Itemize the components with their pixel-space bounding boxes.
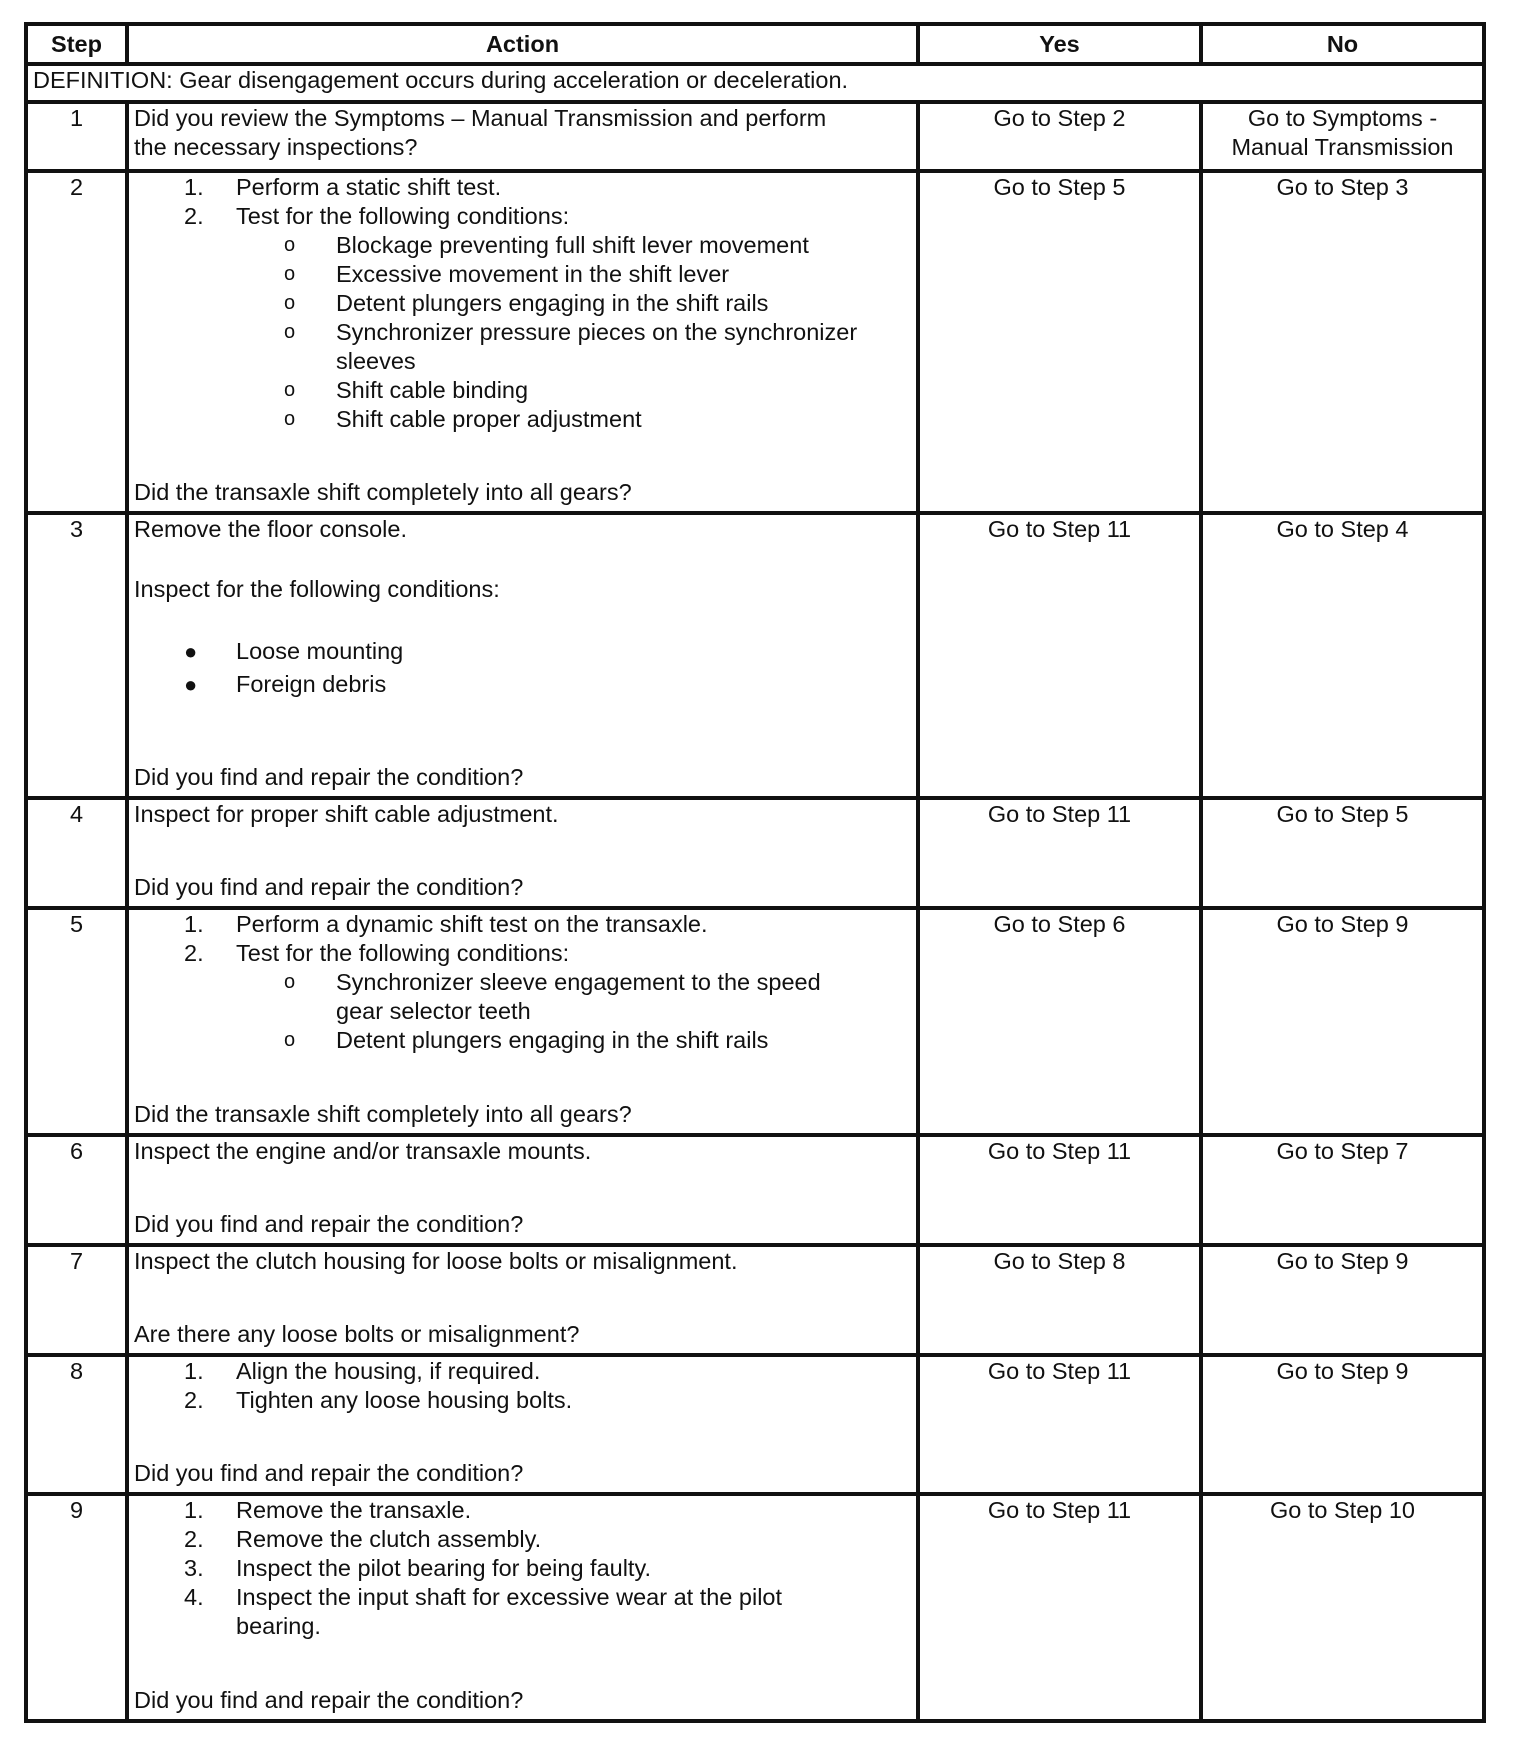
list-item (134, 173, 911, 202)
list-text: Perform a dynamic shift test on the transaxle. (236, 911, 708, 937)
yes-cell: Go to Step 11 (918, 1135, 1201, 1245)
no-cell: Go to Step 9 (1201, 1355, 1484, 1494)
list-number: 2. (184, 1526, 204, 1552)
table-row (26, 102, 1484, 171)
list-number: 1. (184, 1358, 204, 1384)
question-text: Did you find and repair the condition? (134, 1211, 524, 1237)
circle-bullet-icon: o (284, 321, 296, 343)
step-number: 6 (26, 1135, 127, 1245)
action-cell (127, 1135, 918, 1245)
step-number: 3 (26, 513, 127, 798)
list-item (134, 1357, 911, 1386)
list-text: Perform a static shift test. (236, 174, 502, 200)
list-text: Loose mounting (236, 638, 404, 664)
list-number: 3. (184, 1555, 204, 1581)
no-cell: Go to Step 5 (1201, 798, 1484, 908)
step-number: 9 (26, 1494, 127, 1721)
question-text: Did you find and repair the condition? (134, 764, 524, 790)
action-cell (127, 102, 918, 171)
action-text: Inspect the engine and/or transaxle mounts. (134, 1138, 592, 1164)
sub-text: Blockage preventing full shift lever movement (336, 232, 809, 258)
circle-bullet-icon: o (284, 263, 296, 285)
step-number: 1 (26, 102, 127, 171)
sub-text: Synchronizer pressure pieces on the synchronizer sleeves (336, 319, 858, 374)
question-text: Did the transaxle shift completely into all gears? (134, 1101, 632, 1127)
list-number: 1. (184, 1497, 204, 1523)
table-row (26, 513, 1484, 798)
question-text: Did the transaxle shift completely into all gears? (134, 479, 632, 505)
sub-item (134, 318, 911, 376)
list-text: Test for the following conditions: (236, 940, 570, 966)
question-text: Are there any loose bolts or misalignment? (134, 1321, 580, 1347)
no-cell: Go to Step 3 (1201, 171, 1484, 513)
table-row (26, 908, 1484, 1135)
no-cell: Go to Symptoms - Manual Transmission (1201, 102, 1484, 171)
yes-cell: Go to Step 11 (918, 1355, 1201, 1494)
yes-cell: Go to Step 2 (918, 102, 1201, 171)
yes-cell: Go to Step 11 (918, 1494, 1201, 1721)
table-row (26, 1245, 1484, 1355)
sub-item (134, 968, 911, 1026)
sub-item (134, 405, 911, 434)
header-no: No (1201, 24, 1484, 64)
no-cell: Go to Step 9 (1201, 908, 1484, 1135)
action-text: Did you review the Symptoms – Manual Transmission and perform (134, 105, 827, 131)
sub-text: Detent plungers engaging in the shift rails (336, 290, 769, 316)
bullet-icon: ● (184, 639, 198, 664)
action-cell (127, 908, 918, 1135)
list-item (134, 1386, 911, 1415)
action-cell (127, 798, 918, 908)
step-number: 8 (26, 1355, 127, 1494)
table-row (26, 798, 1484, 908)
yes-cell: Go to Step 6 (918, 908, 1201, 1135)
list-text: Tighten any loose housing bolts. (236, 1387, 573, 1413)
list-number: 2. (184, 203, 204, 229)
circle-bullet-icon: o (284, 1029, 296, 1051)
list-number: 4. (184, 1584, 204, 1610)
step-number: 4 (26, 798, 127, 908)
header-action: Action (127, 24, 918, 64)
yes-cell: Go to Step 11 (918, 798, 1201, 908)
list-item (134, 1554, 911, 1583)
list-text: Remove the transaxle. (236, 1497, 472, 1523)
list-item (134, 1583, 911, 1641)
step-number: 7 (26, 1245, 127, 1355)
circle-bullet-icon: o (284, 971, 296, 993)
header-yes: Yes (918, 24, 1201, 64)
circle-bullet-icon: o (284, 408, 296, 430)
sub-item (134, 376, 911, 405)
no-cell: Go to Step 9 (1201, 1245, 1484, 1355)
table-row (26, 1355, 1484, 1494)
list-item (134, 1496, 911, 1525)
list-item (134, 670, 911, 699)
sub-item (134, 231, 911, 260)
list-item (134, 202, 911, 434)
definition-text: DEFINITION: Gear disengagement occurs during acceleration or deceleration. (26, 64, 1484, 102)
action-text: Inspect for the following conditions: (134, 576, 500, 602)
table-row (26, 1494, 1484, 1721)
question-text: Did you find and repair the condition? (134, 1687, 524, 1713)
sub-text: Shift cable binding (336, 377, 529, 403)
list-number: 2. (184, 1387, 204, 1413)
action-text: the necessary inspections? (134, 134, 418, 160)
yes-cell: Go to Step 8 (918, 1245, 1201, 1355)
list-text: Inspect the pilot bearing for being faulty. (236, 1555, 651, 1581)
no-cell: Go to Step 7 (1201, 1135, 1484, 1245)
list-text: Test for the following conditions: (236, 203, 570, 229)
sub-text: Detent plungers engaging in the shift rails (336, 1027, 769, 1053)
list-number: 2. (184, 940, 204, 966)
circle-bullet-icon: o (284, 379, 296, 401)
header-row (26, 24, 1484, 64)
action-cell (127, 1355, 918, 1494)
action-cell (127, 513, 918, 798)
table-row (26, 171, 1484, 513)
list-item (134, 637, 911, 666)
sub-text: Excessive movement in the shift lever (336, 261, 730, 287)
action-cell (127, 171, 918, 513)
list-item (134, 910, 911, 939)
circle-bullet-icon: o (284, 292, 296, 314)
action-text: Remove the floor console. (134, 516, 408, 542)
circle-bullet-icon: o (284, 234, 296, 256)
diagnostic-table (24, 22, 1486, 1723)
list-text: Align the housing, if required. (236, 1358, 541, 1384)
question-text: Did you find and repair the condition? (134, 874, 524, 900)
yes-cell: Go to Step 5 (918, 171, 1201, 513)
list-item (134, 939, 911, 1055)
sub-item (134, 1026, 911, 1055)
step-number: 2 (26, 171, 127, 513)
sub-text: Shift cable proper adjustment (336, 406, 642, 432)
list-text: Inspect the input shaft for excessive wear at the pilot bearing. (236, 1584, 783, 1639)
no-cell: Go to Step 10 (1201, 1494, 1484, 1721)
list-number: 1. (184, 911, 204, 937)
sub-item (134, 289, 911, 318)
bullet-icon: ● (184, 672, 198, 697)
action-cell (127, 1245, 918, 1355)
table-row (26, 1135, 1484, 1245)
sub-text: Synchronizer sleeve engagement to the speed gear selector teeth (336, 969, 821, 1024)
definition-row (26, 64, 1484, 102)
step-number: 5 (26, 908, 127, 1135)
list-item (134, 1525, 911, 1554)
header-step: Step (26, 24, 127, 64)
list-text: Remove the clutch assembly. (236, 1526, 542, 1552)
action-text: Inspect the clutch housing for loose bolts or misalignment. (134, 1248, 738, 1274)
question-text: Did you find and repair the condition? (134, 1460, 524, 1486)
list-number: 1. (184, 174, 204, 200)
yes-cell: Go to Step 11 (918, 513, 1201, 798)
action-text: Inspect for proper shift cable adjustment. (134, 801, 559, 827)
action-cell (127, 1494, 918, 1721)
no-cell: Go to Step 4 (1201, 513, 1484, 798)
sub-item (134, 260, 911, 289)
list-text: Foreign debris (236, 671, 387, 697)
